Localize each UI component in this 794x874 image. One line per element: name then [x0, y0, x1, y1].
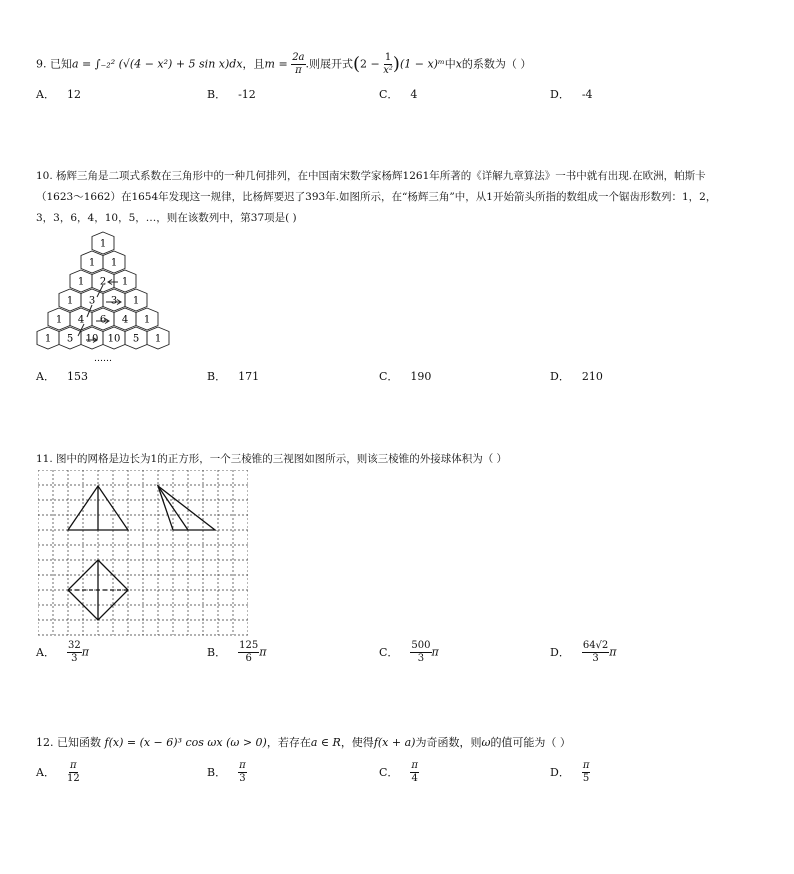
hex-value: 2 [99, 276, 107, 288]
q12-option-c[interactable]: C． $\frac{\pi}{4}$ [379, 760, 418, 784]
q9-text: 的系数为（ ） [461, 57, 532, 71]
q12-option-d[interactable]: D． $\frac{\pi}{5}$ [550, 760, 590, 784]
q9-expr: 2 − [360, 57, 380, 71]
q9-option-d[interactable]: D． -4 [550, 88, 593, 101]
hex-value: 1 [88, 257, 96, 269]
q10-option-a[interactable]: A． 153 [36, 370, 88, 383]
hex-value: 1 [99, 238, 107, 250]
q12-text: 为奇函数，则 [415, 736, 482, 749]
q9-var: x [455, 57, 462, 71]
q9-text: 中 [444, 57, 456, 71]
hex-value: 1 [154, 333, 162, 345]
question-12 [36, 735, 571, 751]
q9-m-lhs: m = [264, 57, 288, 71]
hex-value: 1 [132, 295, 140, 307]
question-9: 9. 已知a = ∫₋₂² (√(4 − x²) + 5 sin x)dx，且m = $\frac{2a}{\pi}$ .则展开式(2 − $\frac{1}{\text{x²}}$ )(1 − x)ᵐ中x的系数为（ ） [36, 52, 532, 76]
q10-option-d[interactable]: D． 210 [550, 370, 603, 383]
hex-value: 10 [85, 333, 99, 345]
q12-text: 的值可能为（ ） [490, 736, 571, 749]
hex-value: 5 [66, 333, 74, 345]
q12-omega: ω [481, 736, 491, 749]
q12-text: ，若存在 [266, 736, 311, 749]
q9-option-b[interactable]: B． -12 [207, 88, 256, 101]
hex-value: 1 [110, 257, 118, 269]
hex-value: 3 [110, 295, 118, 307]
hex-value: 1 [143, 314, 151, 326]
hex-value: 1 [55, 314, 63, 326]
q9-option-a[interactable]: A． 12 [36, 88, 81, 101]
q11-option-d[interactable]: D． $\frac{64√2}{3}$ π [550, 640, 617, 664]
q10-option-c[interactable]: C． 190 [379, 370, 432, 383]
hex-value: 3 [88, 295, 96, 307]
q10-line-1: 10. 杨辉三角是二项式系数在三角形中的一种几何排列，在中国南宋数学家杨辉1261年所著的《详解九章算法》一书中就有出现.在欧洲，帕斯卡 [36, 170, 706, 182]
hex-value: 6 [99, 314, 107, 326]
hex-value: 4 [121, 314, 129, 326]
hex-value: 4 [77, 314, 85, 326]
q11-option-a[interactable]: A． $\frac{32}{3}$ π [36, 640, 89, 664]
q9-text: .则展开式 [305, 57, 354, 71]
q12-condition: a ∈ R [310, 736, 341, 749]
yanghui-triangle-figure [34, 230, 184, 366]
hex-value: 1 [66, 295, 74, 307]
three-view-grid-figure [38, 470, 248, 636]
q12-text: ，使得 [340, 736, 374, 749]
q12-option-a[interactable]: A． $\frac{\pi}{12}$ [36, 760, 80, 784]
q10-line-3: 3，3，6，4，10，5，…，则在该数列中，第37项是( ) [36, 212, 297, 224]
q9-number: 9. [36, 57, 47, 71]
q9-expr-right: (1 − x)ᵐ [399, 57, 445, 71]
q11-option-c[interactable]: C． $\frac{500}{3}$ π [379, 640, 439, 664]
q9-m-fraction: $\frac{2a}{\pi}$ [292, 52, 305, 76]
q9-text: ，且 [242, 57, 265, 71]
q11-text: 11. 图中的网格是边长为1的正方形，一个三棱锥的三视图如图所示，则该三棱锥的外接球体积为（ ） [36, 453, 508, 465]
q11-option-b[interactable]: B． $\frac{125}{6}$ π [207, 640, 267, 664]
side-view-triangle [158, 486, 215, 530]
q12-shift: f(x + a) [373, 736, 416, 749]
hex-value: 1 [44, 333, 52, 345]
q10-option-b[interactable]: B． 171 [207, 370, 260, 383]
q9-option-c[interactable]: C． 4 [379, 88, 418, 101]
hex-value: 1 [121, 276, 129, 288]
triangle-dots: …… [94, 354, 112, 364]
q12-text: 12. 已知函数 [36, 736, 101, 749]
q9-integral: a = ∫₋₂² (√(4 − x²) + 5 sin x)dx [72, 57, 243, 71]
hex-value: 1 [77, 276, 85, 288]
q10-line-2: （1623～1662）在1654年发现这一规律，比杨辉要迟了393年.如图所示，在“杨辉三角”中，从1开始箭头所指的数组成一个锯齿形数列：1，2， [36, 191, 717, 203]
hex-value: 5 [132, 333, 140, 345]
q12-option-b[interactable]: B． $\frac{\pi}{3}$ [207, 760, 246, 784]
q9-text: 已知 [50, 57, 72, 71]
q12-function: f(x) = (x − 6)³ cos ωx (ω > 0) [104, 736, 267, 749]
hex-value: 10 [107, 333, 121, 345]
q9-expr-fraction: $\frac{1}{\text{x²}}$ [383, 52, 393, 76]
